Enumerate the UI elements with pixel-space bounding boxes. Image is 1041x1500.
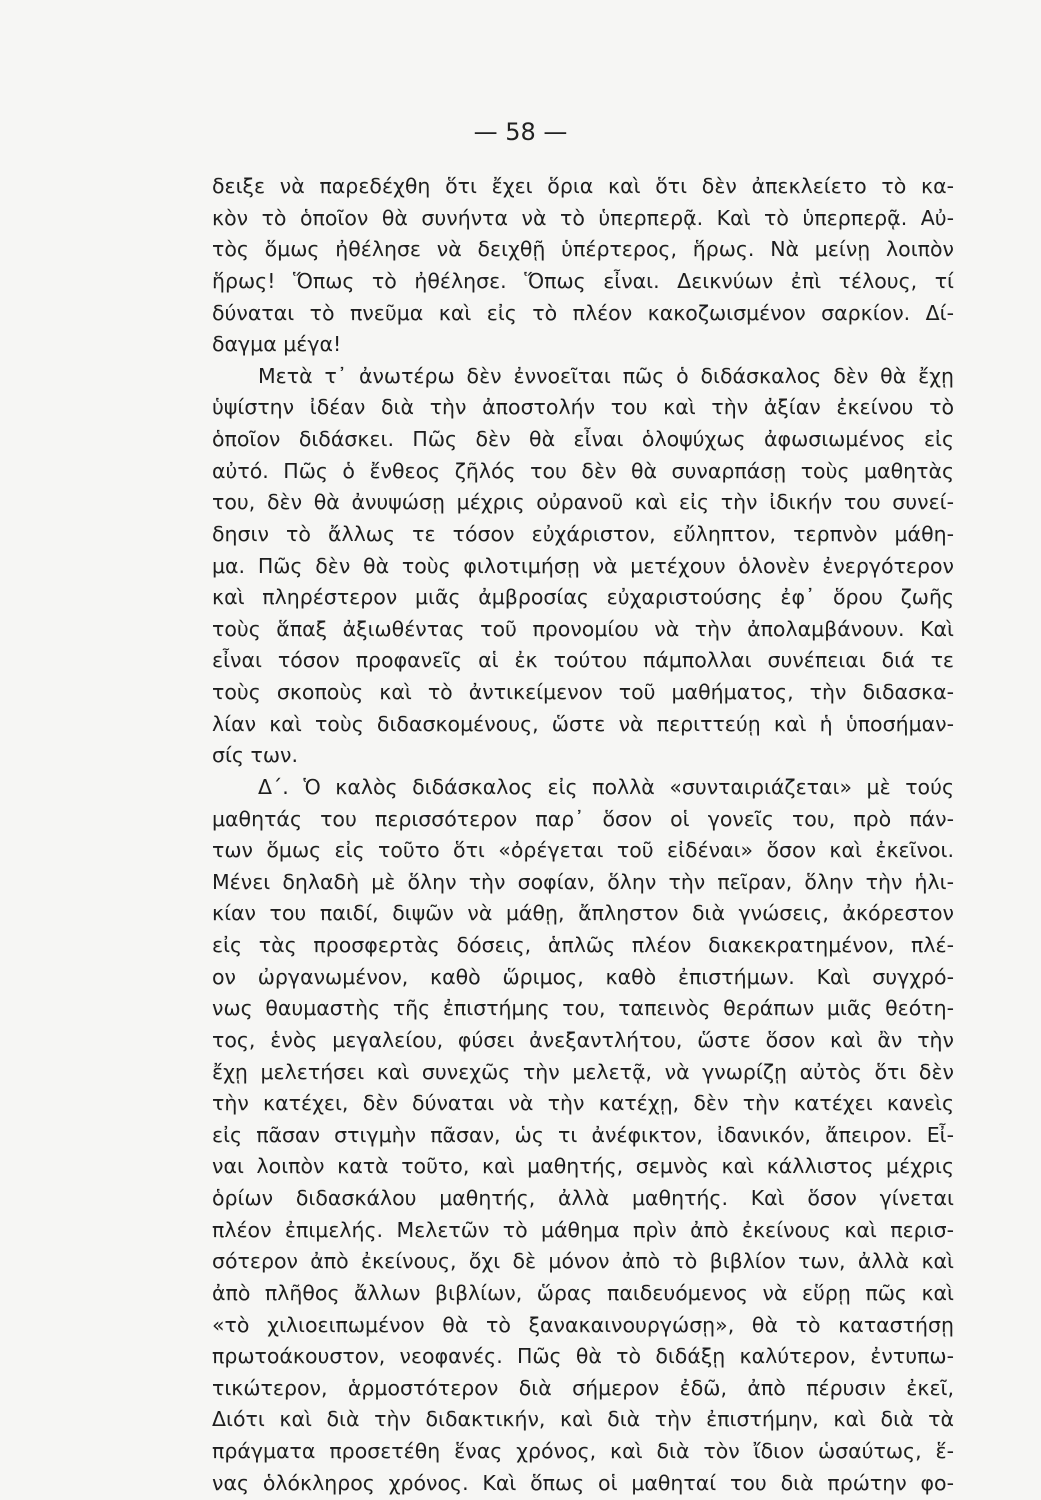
text-line: τικώτερον, ἁρμοστότερον διὰ σήμερον ἐδῶ, ἀπὸ πέρυσιν ἐκεῖ,: [212, 1375, 954, 1400]
text-line: ἀπὸ πλῆθος ἄλλων βιβλίων, ὥρας παιδευόμενος νὰ εὕρῃ πῶς καὶ: [212, 1280, 954, 1305]
text-line: ον ὠργανωμένον, καθὸ ὥριμος, καθὸ ἐπιστήμων. Καὶ συγχρό-: [212, 964, 954, 989]
text-line: σότερον ἀπὸ ἐκείνους, ὄχι δὲ μόνον ἀπὸ τὸ βιβλίον των, ἀλλὰ καὶ: [212, 1249, 954, 1274]
text-line: καὶ πληρέστερον μιᾶς ἀμβροσίας εὐχαριστούσης ἐφ᾿ ὅρου ζωῆς: [212, 585, 954, 610]
text-line: κὸν τὸ ὁποῖον θὰ συνήντα νὰ τὸ ὑπερπερᾷ. Καὶ τὸ ὑπερπερᾷ. Αὐ-: [212, 205, 954, 230]
text-line: «τὸ χιλιοειπωμένον θὰ τὸ ξανακαινουργώσῃ», θὰ τὸ καταστήσῃ: [212, 1312, 954, 1337]
text-line: νας ὁλόκληρος χρόνος. Καὶ ὅπως οἱ μαθηταί του διὰ πρώτην φο-: [212, 1470, 954, 1495]
text-line: εἶναι τόσον προφανεῖς αἱ ἐκ τούτου πάμπολλαι συνέπειαι διά τε: [212, 648, 954, 673]
text-line: σίς των.: [212, 743, 298, 768]
text-line: Μένει δηλαδὴ μὲ ὅλην τὴν σοφίαν, ὅλην τὴν πεῖραν, ὅλην τὴν ἡλι-: [212, 869, 954, 894]
text-line: ὁρίων διδασκάλου μαθητής, ἀλλὰ μαθητής. Καὶ ὅσον γίνεται: [212, 1186, 954, 1210]
text-line: ἔχῃ μελετήσει καὶ συνεχῶς τὴν μελετᾷ, νὰ γνωρίζῃ αὐτὸς ὅτι δὲν: [212, 1059, 954, 1084]
text-line: πράγματα προσετέθη ἕνας χρόνος, καὶ διὰ τὸν ἴδιον ὡσαύτως, ἕ-: [212, 1439, 954, 1463]
text-line: Μετὰ τ᾿ ἀνωτέρω δὲν ἐννοεῖται πῶς ὁ διδάσκαλος δὲν θὰ ἔχῃ: [258, 363, 954, 388]
text-line: δύναται τὸ πνεῦμα καὶ εἰς τὸ πλέον κακοζωισμένον σαρκίον. Δί-: [212, 300, 954, 325]
text-line: των ὅμως εἰς τοῦτο ὅτι «ὀρέγεται τοῦ εἰδέναι» ὅσον καὶ ἐκεῖνοι.: [212, 838, 954, 863]
text-line: πρωτοάκουστον, νεοφανές. Πῶς θὰ τὸ διδάξῃ καλύτερον, ἐντυπω-: [212, 1344, 954, 1369]
text-line: αὐτό. Πῶς ὁ ἔνθεος ζῆλός του δὲν θὰ συναρπάσῃ τοὺς μαθητὰς: [212, 458, 954, 483]
text-line: τὴν κατέχει, δὲν δύναται νὰ τὴν κατέχῃ, δὲν τὴν κατέχει κανεὶς: [212, 1091, 954, 1116]
text-line: ναι λοιπὸν κατὰ τοῦτο, καὶ μαθητής, σεμνὸς καὶ κάλλιστος μέχρις: [212, 1154, 954, 1179]
text-line: εἰς πᾶσαν στιγμὴν πᾶσαν, ὡς τι ἀνέφικτον, ἰδανικόν, ἄπειρον. Εἶ-: [212, 1122, 954, 1147]
text-line: ὁποῖον διδάσκει. Πῶς δὲν θὰ εἶναι ὁλοψύχως ἀφωσιωμένος εἰς: [212, 427, 954, 451]
text-line: νως θαυμαστὴς τῆς ἐπιστήμης του, ταπεινὸς θεράπων μιᾶς θεότη-: [212, 996, 954, 1021]
text-line: τὸς ὅμως ἠθέλησε νὰ δειχθῇ ὑπέρτερος, ἥρως. Νὰ μείνῃ λοιπὸν: [212, 237, 954, 262]
text-line: κίαν του παιδί, διψῶν νὰ μάθῃ, ἄπληστον διὰ γνώσεις, ἀκόρεστον: [212, 901, 954, 926]
text-line: μαθητάς του περισσότερον παρ᾿ ὅσον οἱ γονεῖς του, πρὸ πάν-: [212, 806, 954, 831]
text-line: Διότι καὶ διὰ τὴν διδακτικήν, καὶ διὰ τὴν ἐπιστήμην, καὶ διὰ τὰ: [212, 1407, 954, 1432]
text-line: δησιν τὸ ἄλλως τε τόσον εὐχάριστον, εὔληπτον, τερπνὸν μάθη-: [212, 521, 954, 546]
page-number: — 58 —: [473, 118, 568, 146]
text-line: ἥρως! Ὅπως τὸ ἠθέλησε. Ὅπως εἶναι. Δεικνύων ἐπὶ τέλους, τί: [212, 268, 954, 293]
text-line: λίαν καὶ τοὺς διδασκομένους, ὥστε νὰ περιττεύῃ καὶ ἡ ὑποσήμαν-: [212, 711, 954, 736]
text-line: εἰς τὰς προσφερτὰς δόσεις, ἁπλῶς πλέον διακεκρατημένον, πλέ-: [212, 933, 954, 957]
text-line: πλέον ἐπιμελής. Μελετῶν τὸ μάθημα πρὶν ἀπὸ ἐκείνους καὶ περισ-: [212, 1217, 954, 1242]
text-line: Δ΄. Ὁ καλὸς διδάσκαλος εἰς πολλὰ «συνταιριάζεται» μὲ τούς: [258, 774, 954, 799]
text-line: τοὺς ἅπαξ ἀξιωθέντας τοῦ προνομίου νὰ τὴν ἀπολαμβάνουν. Καὶ: [212, 616, 954, 641]
text-line: δαγμα μέγα!: [212, 332, 342, 357]
text-line: ὑψίστην ἰδέαν διὰ τὴν ἀποστολήν του καὶ τὴν ἀξίαν ἐκείνου τὸ: [212, 395, 954, 420]
body-text: [212, 171, 954, 1499]
text-line: του, δὲν θὰ ἀνυψώσῃ μέχρις οὐρανοῦ καὶ εἰς τὴν ἰδικήν του συνεί-: [212, 490, 954, 515]
text-line: τοὺς σκοποὺς καὶ τὸ ἀντικείμενον τοῦ μαθήματος, τὴν διδασκα-: [212, 680, 954, 704]
text-line: δειξε νὰ παρεδέχθη ὅτι ἔχει ὅρια καὶ ὅτι δὲν ἀπεκλείετο τὸ κα-: [212, 174, 954, 198]
text-line: τος, ἑνὸς μεγαλείου, φύσει ἀνεξαντλήτου, ὥστε ὅσον καὶ ἂν τὴν: [212, 1027, 954, 1052]
text-line: μα. Πῶς δὲν θὰ τοὺς φιλοτιμήσῃ νὰ μετέχουν ὁλονὲν ἐνεργότερον: [212, 553, 954, 578]
